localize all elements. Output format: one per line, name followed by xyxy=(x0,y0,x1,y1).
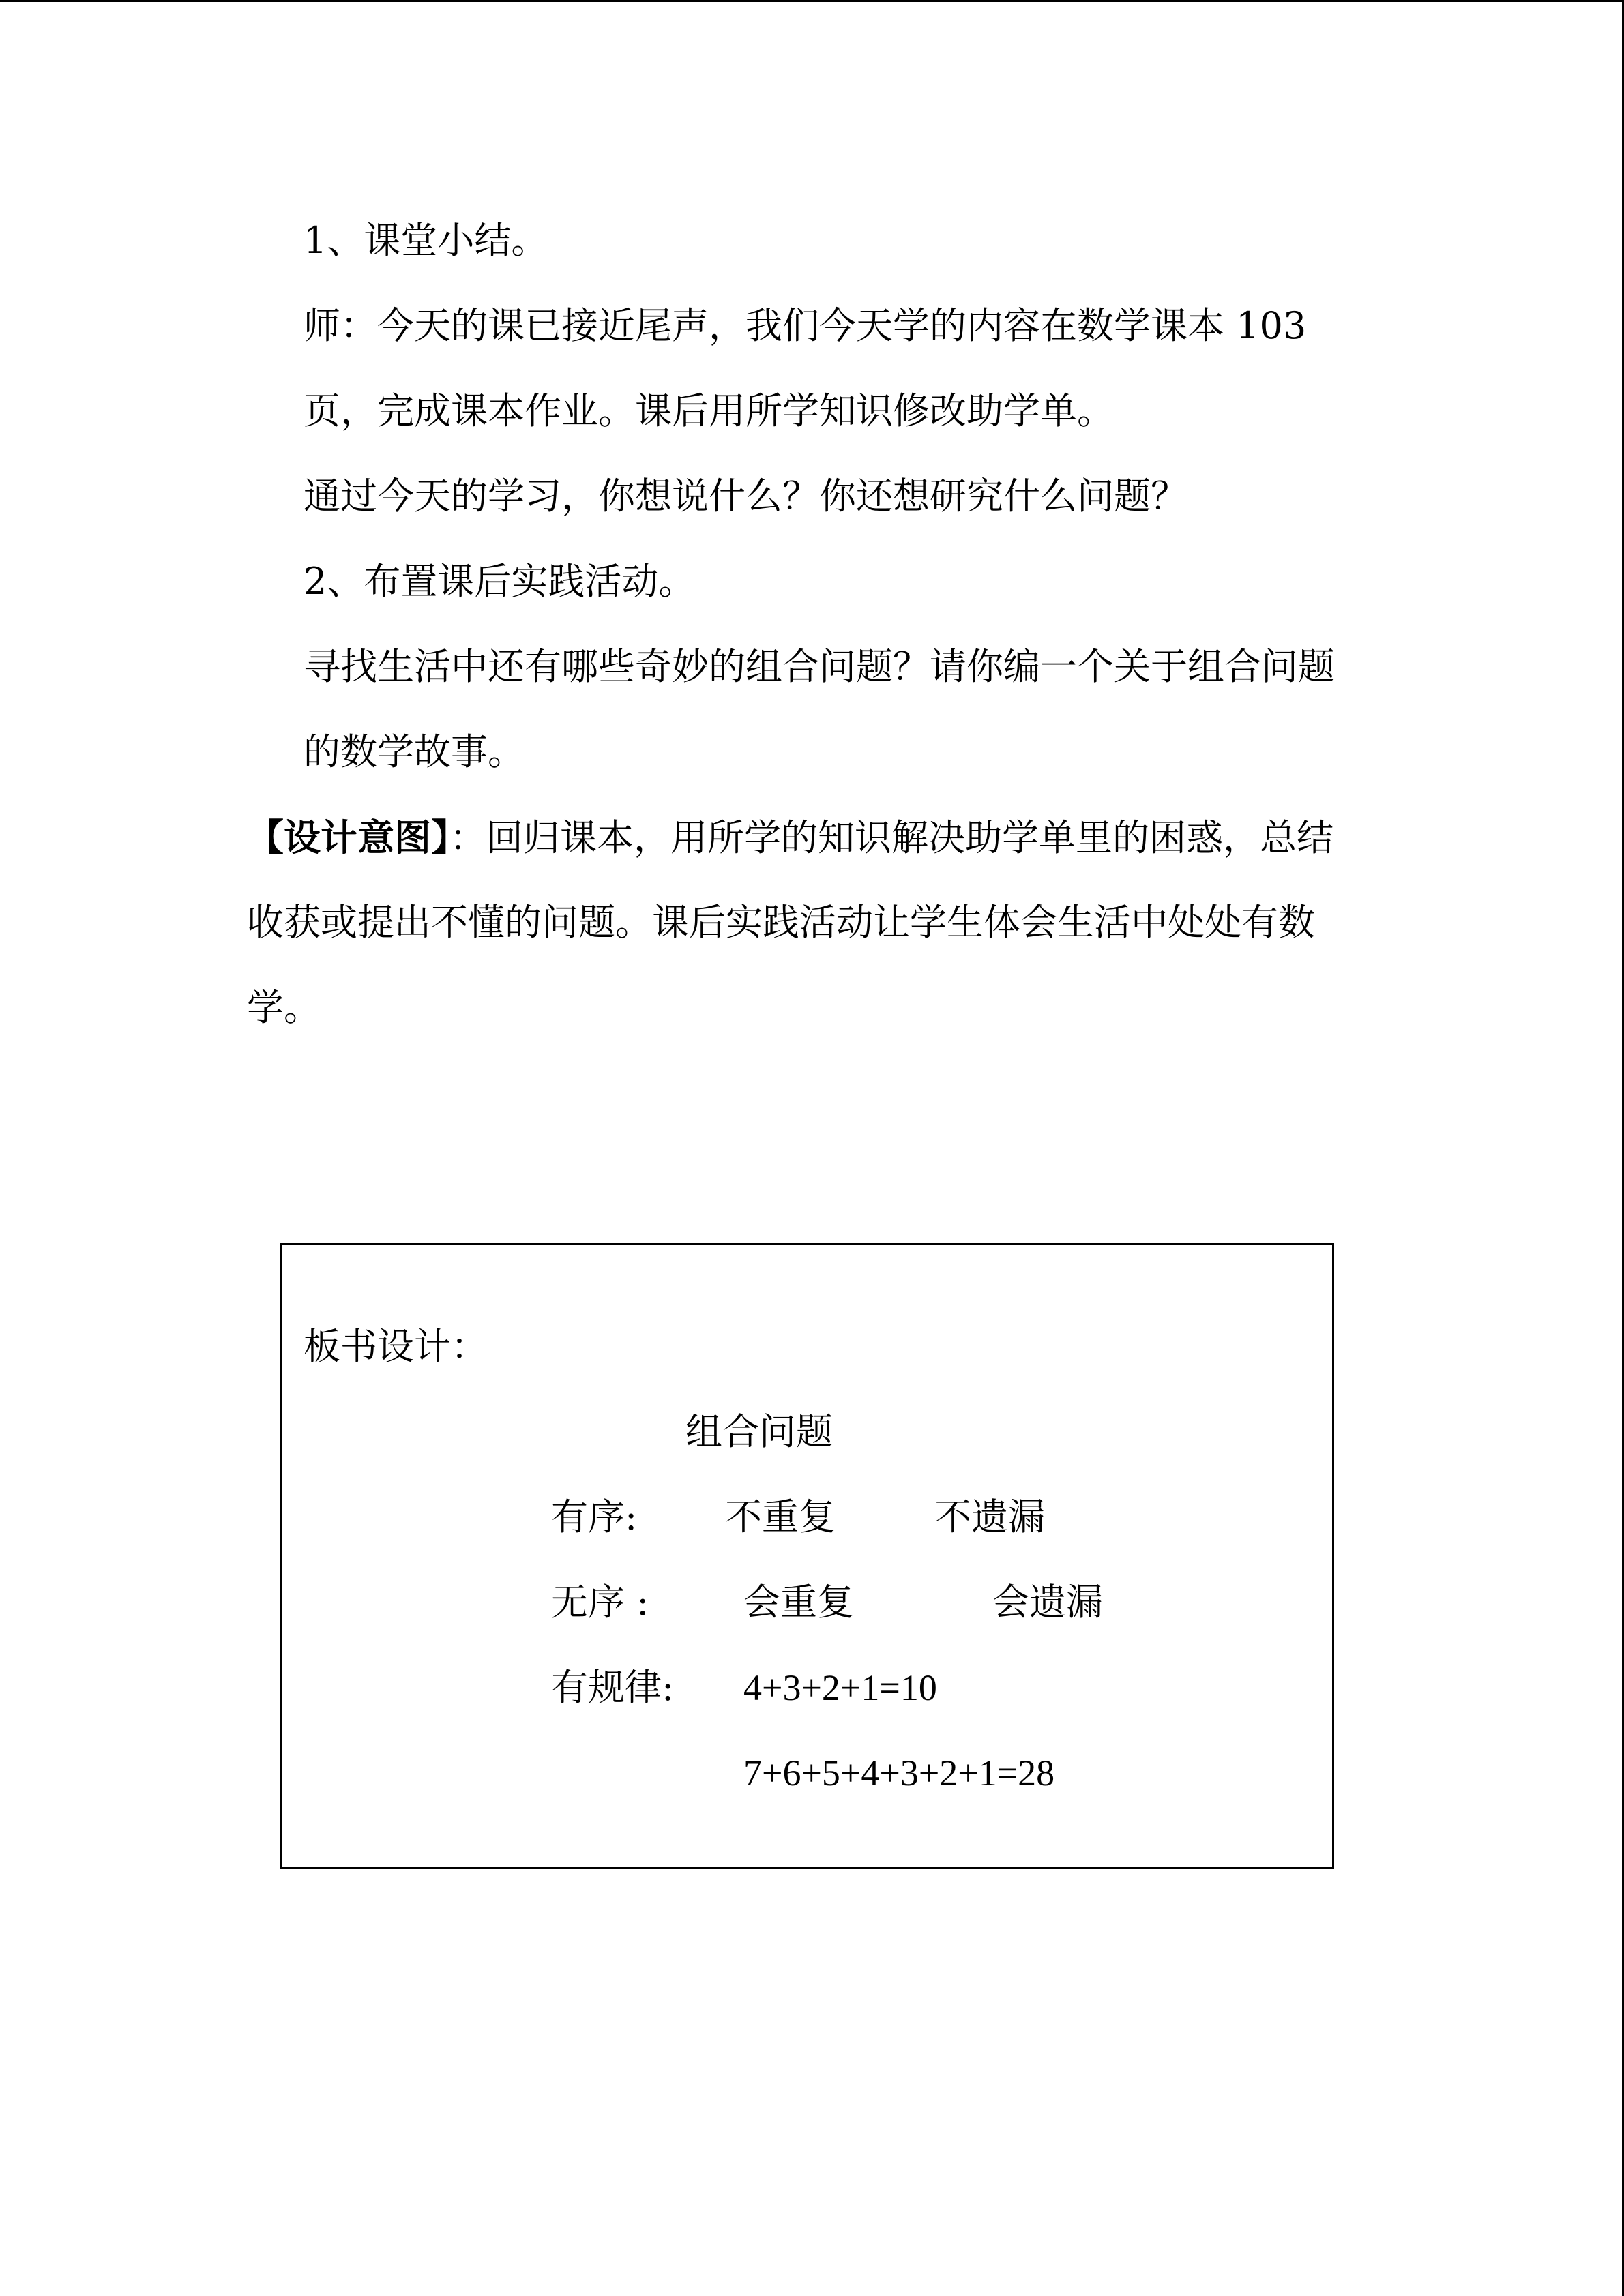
unordered-label: 无序 : xyxy=(551,1581,649,1624)
summary-item-1: 1、课堂小结。 xyxy=(304,219,548,262)
ordered-no-omission: 不遗漏 xyxy=(934,1495,1045,1538)
summary-item-2: 2、布置课后实践活动。 xyxy=(304,560,696,603)
activity-line-1: 寻找生活中还有哪些奇妙的组合问题？请你编一个关于组合问题 xyxy=(304,645,1335,688)
question-line: 通过今天的学习，你想说什么？你还想研究什么问题？ xyxy=(304,475,1187,518)
formula-1: 4+3+2+1=10 xyxy=(743,1667,937,1708)
board-title: 组合问题 xyxy=(685,1410,833,1453)
rule-label: 有规律: xyxy=(551,1666,675,1709)
ordered-no-repeat: 不重复 xyxy=(725,1495,836,1538)
design-intent-text-1: ：回归课本，用所学的知识解决助学单里的困惑，总结 xyxy=(449,816,1333,859)
board-heading: 板书设计： xyxy=(304,1325,488,1368)
ordered-label: 有序: xyxy=(551,1495,638,1538)
design-intent-line-3: 学。 xyxy=(247,986,321,1029)
design-intent-line-2: 收获或提出不懂的问题。课后实践活动让学生体会生活中处处有数 xyxy=(247,901,1315,944)
design-intent-label: 【设计意图】 xyxy=(247,816,449,859)
page-top-border xyxy=(0,0,1624,2)
activity-line-2: 的数学故事。 xyxy=(304,730,525,773)
unordered-omission: 会遗漏 xyxy=(992,1581,1103,1624)
teacher-line-2: 页，完成课本作业。课后用所学知识修改助学单。 xyxy=(304,389,1114,432)
teacher-line-1: 师：今天的课已接近尾声，我们今天学的内容在数学课本 103 xyxy=(304,304,1307,347)
formula-2: 7+6+5+4+3+2+1=28 xyxy=(743,1753,1055,1793)
unordered-repeat: 会重复 xyxy=(743,1581,854,1624)
design-intent-line-1 xyxy=(247,814,1333,862)
